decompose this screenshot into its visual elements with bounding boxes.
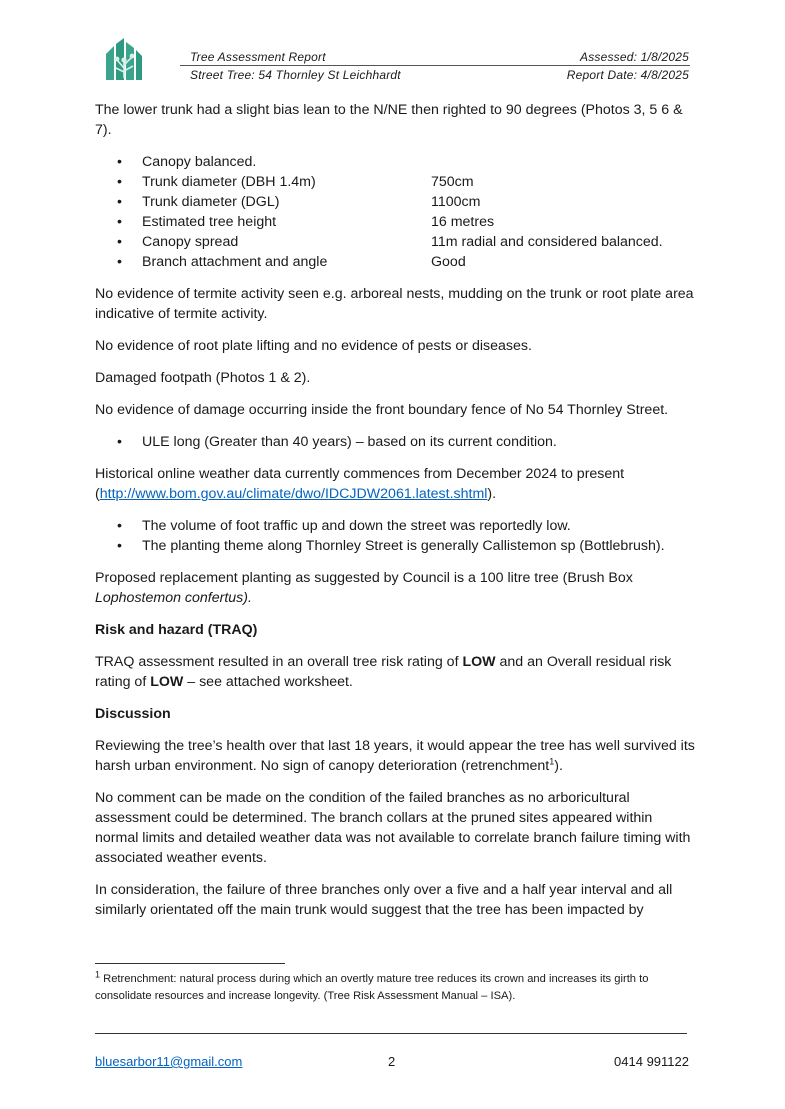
report-date: Report Date: 4/8/2025 bbox=[566, 68, 689, 82]
report-title: Tree Assessment Report bbox=[190, 50, 326, 64]
footnote-divider bbox=[95, 963, 285, 964]
measurement-value: 1100cm bbox=[431, 194, 481, 210]
para-weather: Historical online weather data currently commences from December 2024 to present (http://www.bom.gov.au/climate/dwo/IDCJDW2061.latest.shtml). bbox=[95, 466, 625, 502]
header-divider bbox=[180, 65, 690, 66]
measurement-value: 11m radial and considered balanced. bbox=[431, 234, 663, 250]
para-replacement: Proposed replacement planting as suggested by Council is a 100 litre tree (Brush Box Lophostemon confertus). bbox=[95, 570, 633, 606]
para-branches: No comment can be made on the condition of the failed branches as no arboricultural assessment could be determined. The branch collars at the pruned sites appeared within normal limits and detailed weather data was not available to correlate branch failure timing with associated weather events. bbox=[95, 790, 691, 866]
para-traq: TRAQ assessment resulted in an overall tree risk rating of LOW and an Overall residual risk rating of LOW – see attached worksheet. bbox=[95, 654, 672, 690]
page-number: 2 bbox=[388, 1054, 396, 1069]
list-item: • The planting theme along Thornley Street is generally Callistemon sp (Bottlebrush). bbox=[95, 536, 695, 556]
street-tree-label: Street Tree: 54 Thornley St Leichhardt bbox=[190, 68, 401, 82]
footnote-number: 1 bbox=[95, 969, 101, 980]
list-item: • Estimated tree height 16 metres bbox=[95, 212, 695, 232]
list-item: • Trunk diameter (DBH 1.4m) 750cm bbox=[95, 172, 695, 192]
measurement-value: Good bbox=[431, 254, 466, 270]
footer-email-link[interactable]: bluesarbor11@gmail.com bbox=[95, 1054, 243, 1069]
assessed-date: Assessed: 1/8/2025 bbox=[579, 50, 689, 64]
header-right bbox=[567, 48, 689, 84]
measurement-value: 750cm bbox=[431, 174, 474, 190]
footnote bbox=[95, 971, 695, 1005]
para-fence: No evidence of damage occurring inside the front boundary fence of No 54 Thornley Street. bbox=[95, 402, 669, 418]
tree-logo-icon bbox=[104, 38, 144, 80]
list-item: • Canopy balanced. bbox=[95, 152, 695, 172]
list-item: • Branch attachment and angle Good bbox=[95, 252, 695, 272]
footnote-text: Retrenchment: natural process during which an overtly mature tree reduces its crown and increases its girth to consolidate resources and increase longevity. (Tree Risk Assessment Manual – ISA). bbox=[95, 973, 649, 1002]
footer-divider bbox=[95, 1033, 687, 1034]
measurement-value: 16 metres bbox=[431, 214, 495, 230]
para-health: Reviewing the tree’s health over that last 18 years, it would appear the tree has well survived its harsh urban environment. No sign of canopy deterioration (retrenchment$^1$). bbox=[95, 738, 695, 774]
para-root: No evidence of root plate lifting and no evidence of pests or diseases. bbox=[95, 338, 532, 354]
heading-discussion: Discussion bbox=[95, 706, 171, 722]
para-lean: The lower trunk had a slight bias lean to the N/NE then righted to 90 degrees (Photos 3, 5 6 & 7). bbox=[95, 102, 683, 138]
para-consideration: In consideration, the failure of three branches only over a five and a half year interval and all similarly orientated off the main trunk would suggest that the tree has been impacted by bbox=[95, 882, 673, 918]
tree-measurements-list bbox=[95, 152, 695, 272]
footnote-ref[interactable]: 1 bbox=[549, 756, 555, 767]
header-left bbox=[190, 48, 401, 84]
street-list bbox=[95, 516, 695, 556]
report-body bbox=[95, 100, 695, 932]
weather-link[interactable]: http://www.bom.gov.au/climate/dwo/IDCJDW2061.latest.shtml bbox=[99, 486, 488, 502]
list-item: • ULE long (Greater than 40 years) – based on its current condition. bbox=[95, 432, 695, 452]
ule-list bbox=[95, 432, 695, 452]
para-footpath: Damaged footpath (Photos 1 & 2). bbox=[95, 370, 311, 386]
list-item: • Trunk diameter (DGL) 1100cm bbox=[95, 192, 695, 212]
list-item: • The volume of foot traffic up and down the street was reportedly low. bbox=[95, 516, 695, 536]
footer-phone: 0414 991122 bbox=[614, 1054, 689, 1069]
heading-risk: Risk and hazard (TRAQ) bbox=[95, 622, 258, 638]
list-item: • Canopy spread 11m radial and considered balanced. bbox=[95, 232, 695, 252]
para-termite: No evidence of termite activity seen e.g. arboreal nests, mudding on the trunk or root plate area indicative of termite activity. bbox=[95, 286, 694, 322]
